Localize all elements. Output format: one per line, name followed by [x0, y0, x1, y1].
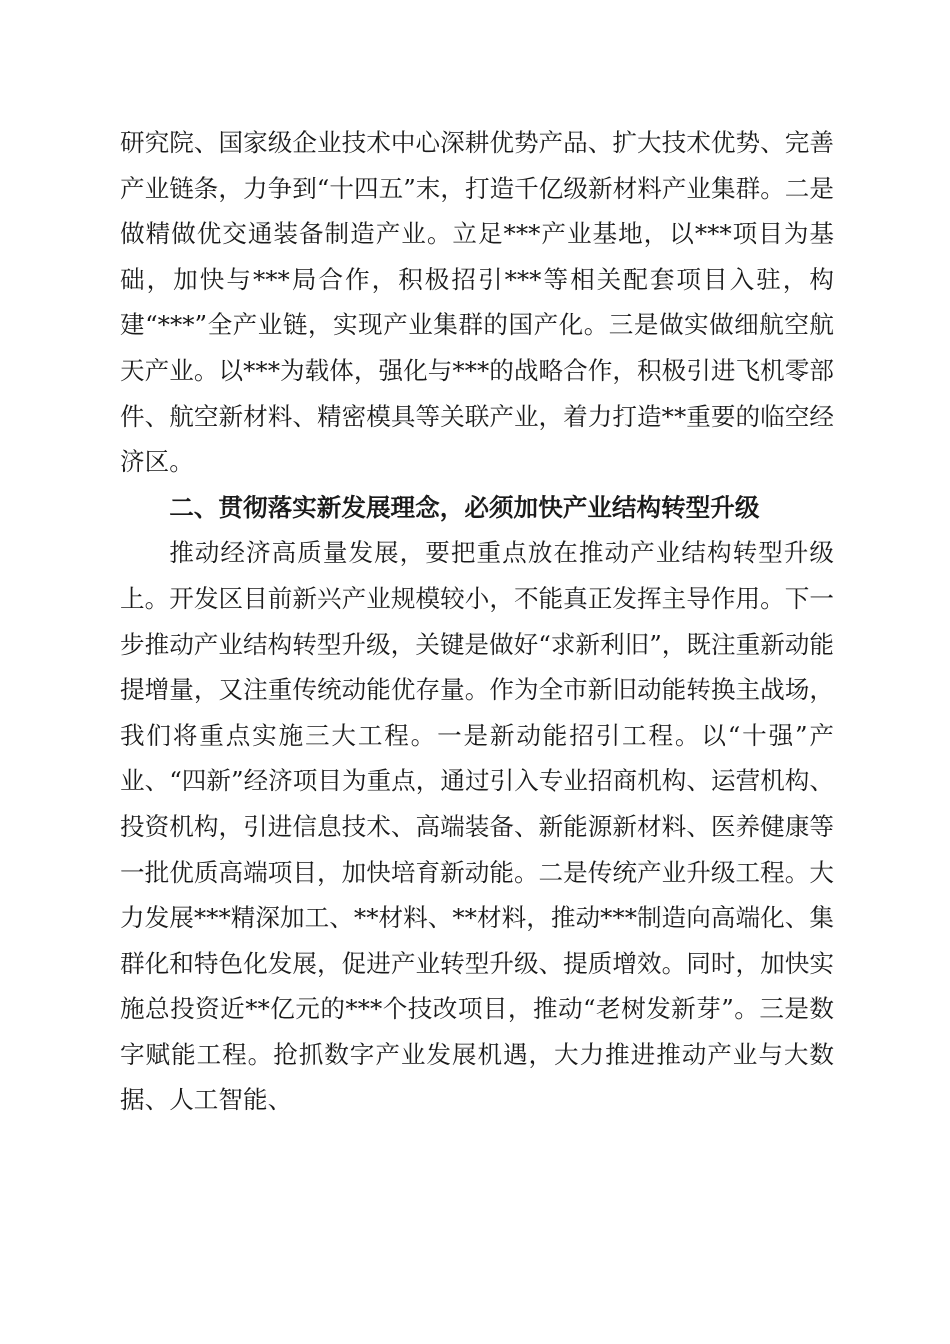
section-heading: 二、贯彻落实新发展理念，必须加快产业结构转型升级 — [169, 492, 760, 522]
document-page — [120, 120, 834, 1123]
body-paragraph: 推动经济高质量发展，要把重点放在推动产业结构转型升级上。开发区目前新兴产业规模较小，不能真正发挥主导作用。下一步推动产业结构转型升级，关键是做好“求新利旧”，既注重新动能提增量，又注重传统动能优存量。作为全市新旧动能转换主战场，我们将重点实施三大工程。一是新动能招引工程。以“十强”产业、“四新”经济项目为重点，通过引入专业招商机构、运营机构、投资机构，引进信息技术、高端装备、新能源新材料、医养健康等一批优质高端项目，加快培育新动能。二是传统产业升级工程。大力发展***精深加工、**材料、**材料，推动***制造向高端化、集群化和特色化发展，促进产业转型升级、提质增效。同时，加快实施总投资近**亿元的***个技改项目，推动“老树发新芽”。三是数字赋能工程。抢抓数字产业发展机遇，大力推进推动产业与大数据、人工智能、 — [120, 538, 834, 1115]
body-paragraph: 研究院、国家级企业技术中心深耕优势产品、扩大技术优势、完善产业链条，力争到“十四五”末，打造千亿级新材料产业集群。二是做精做优交通装备制造产业。立足***产业基地，以***项目为基础，加快与***局合作，积极招引***等相关配套项目入驻，构建“***”全产业链，实现产业集群的国产化。三是做实做细航空航天产业。以***为载体，强化与***的战略合作，积极引进飞机零部件、航空新材料、精密模具等关联产业，着力打造**重要的临空经济区。 — [120, 128, 834, 477]
